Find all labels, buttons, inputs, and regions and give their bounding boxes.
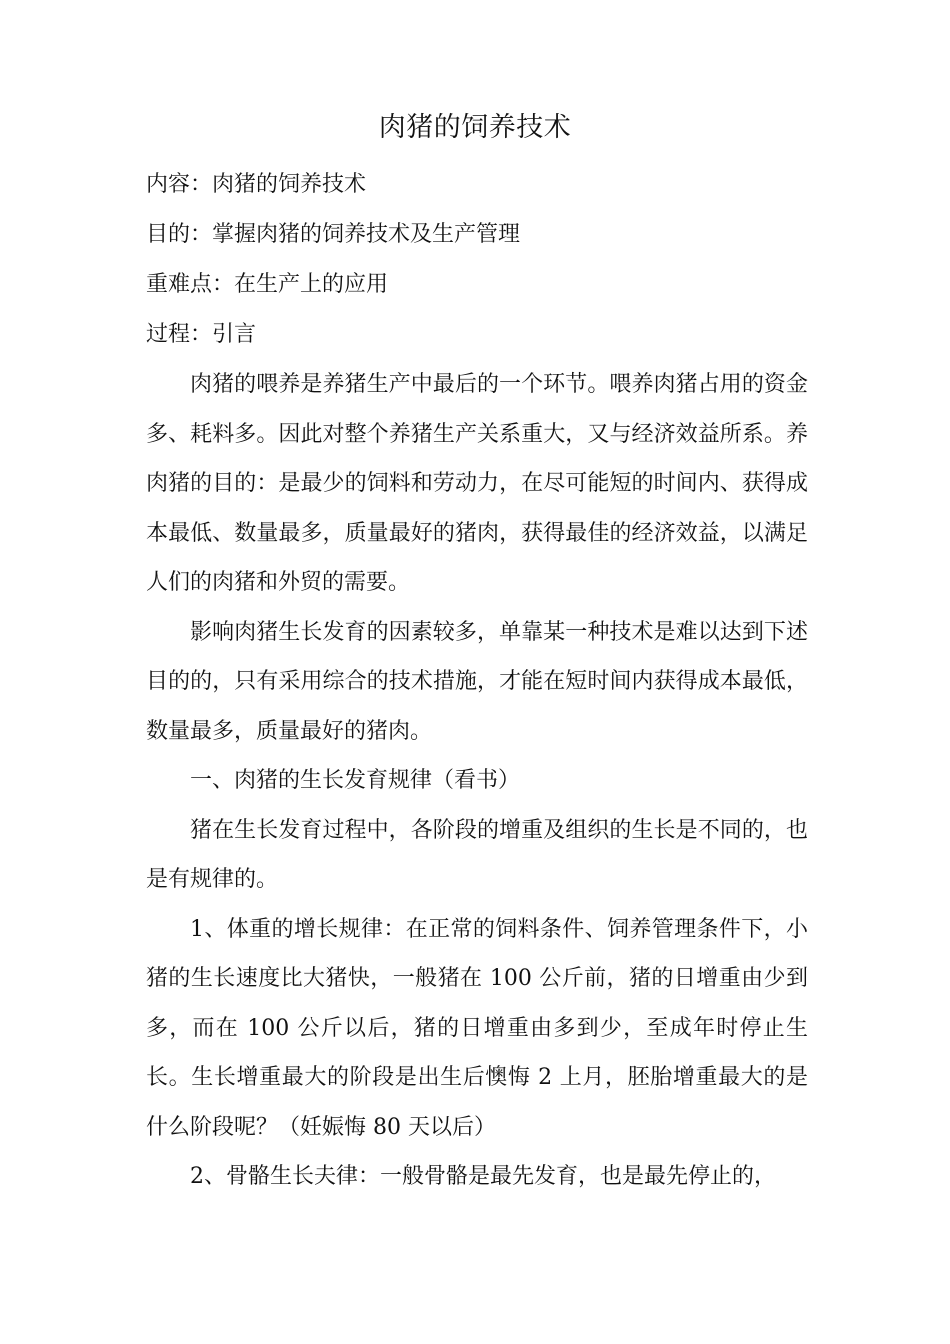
section-heading-growth-rules: 一、肉猪的生长发育规律（看书） xyxy=(190,768,521,793)
paragraph-growth-overview: 猪在生长发育过程中，各阶段的增重及组织的生长是不同的，也是有规律的。 xyxy=(146,817,808,892)
meta-key-points-line: 重难点：在生产上的应用 xyxy=(146,272,389,297)
paragraph-introduction: 肉猪的喂养是养猪生产中最后的一个环节。喂养肉猪占用的资金多、耗料多。因此对整个养猪生产关系重大，又与经济效益所系。养肉猪的目的：是最少的饲料和劳动力，在尽可能短的时间内、获得成本最低、数量最多，质量最好的猪肉，获得最佳的经济效益，以满足人们的肉猪和外贸的需要。 xyxy=(146,372,808,595)
paragraph-influencing-factors: 影响肉猪生长发育的因素较多，单靠某一种技术是难以达到下述目的的，只有采用综合的技术措施，才能在短时间内获得成本最低，数量最多，质量最好的猪肉。 xyxy=(146,619,808,744)
document-body xyxy=(146,160,808,1202)
meta-purpose-line: 目的：掌握肉猪的饲养技术及生产管理 xyxy=(146,222,521,247)
page-title: 肉猪的饲养技术 xyxy=(378,112,572,143)
meta-process-line: 过程：引言 xyxy=(146,322,257,347)
paragraph-weight-growth-rule: 1、体重的增长规律：在正常的饲料条件、饲养管理条件下，小猪的生长速度比大猪快，一般猪在 100 公斤前，猪的日增重由少到多，而在 100 公斤以后，猪的日增重由多到少，至成年时停止生长。生长增重最大的阶段是出生后懊悔 2 上月，胚胎增重最大的是什么阶段呢？（妊娠悔 80 天以后） xyxy=(146,916,808,1140)
meta-content-line: 内容：肉猪的饲养技术 xyxy=(146,172,367,197)
paragraph-bone-growth-rule: 2、骨骼生长夫律：一般骨骼是最先发育，也是最先停止的， xyxy=(190,1164,776,1189)
